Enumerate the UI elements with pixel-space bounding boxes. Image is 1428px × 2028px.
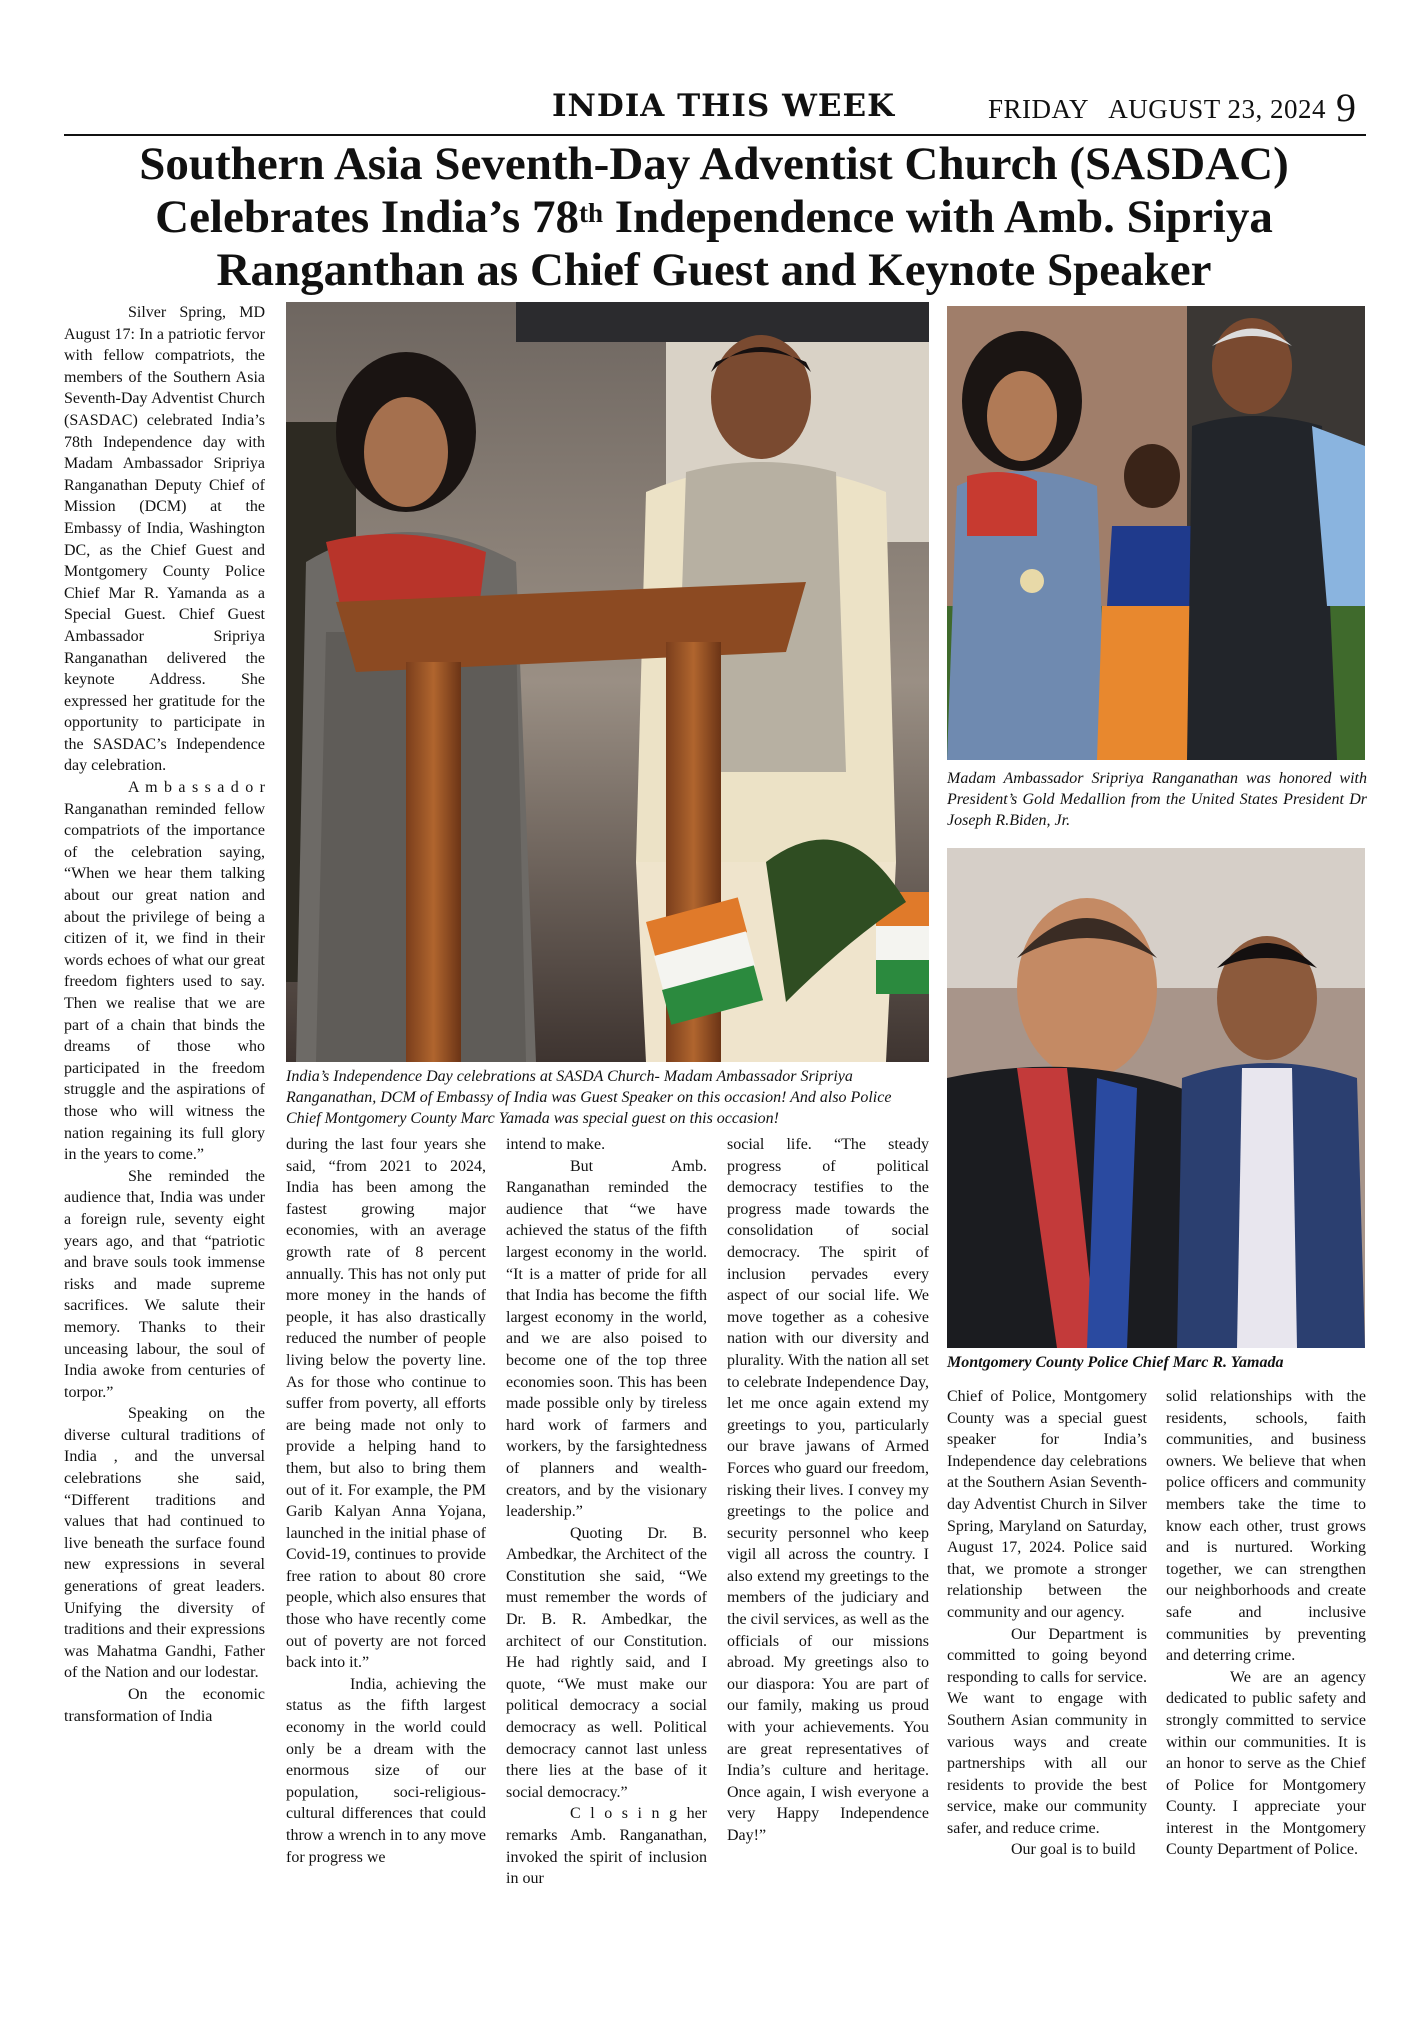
article-paragraph: Our Department is committed to going beyond responding to calls for service. We want to engage with Southern Asian community in various ways and create partnerships with all our residents to provide the best service, make our community safer, and reduce crime.	[947, 1625, 1147, 1837]
family-photo-caption: Madam Ambassador Sripriya Ranganathan was honored with President’s Gold Medallion from the United States President Dr Joseph R.Biden, Jr.	[947, 770, 1367, 829]
article-paragraph: Silver Spring, MD August 17: In a patriotic fervor with fellow compatriots, the members of the Southern Asia Seventh-Day Adventist Church (SASDAC) celebrated India’s 78th Independence day with Madam Ambassador Sripriya Ranganathan Deputy Chief of Mission (DCM) at the Embassy of India, Washington DC, as the Chief Guest and Montgomery County Police Chief Mar R. Yamanda as a Special Guest. Chief Guest Ambassador Sripriya Ranganathan delivered the keynote Address. She expressed her gratitude for the opportunity to participate in the SASDAC’s Independence day celebration.	[64, 304, 265, 775]
article-column-5	[947, 1386, 1147, 1861]
article-paragraph: during the last four years she said, “from 2021 to 2024, India has been among the fastest growing major economies, with an average growth rate of 8 percent annually. This has not only put more money in the hands of people, it has also drastically reduced the number of people living below the poverty line. As for those who continue to suffer from poverty, all efforts are being made not only to provide a helping hand to them, but also to bring them out of it. For example, the PM Garib Kalyan Anna Yojana, launched in the initial phase of Covid-19, continues to provide free ration to about 80 crore people, which also ensures that those who have recently come out of poverty are not forced back into it.”	[286, 1136, 486, 1672]
article-paragraph: She reminded the audience that, India was under a foreign rule, seventy eight years ago, and that “patriotic and brave souls took immense risks and made supreme sacrifices. We salute their memory. Thanks to their unceasing labour, the soul of India awoke from centuries of torpor.”	[64, 1167, 265, 1401]
headline	[64, 138, 1364, 297]
police-chief-photo	[947, 848, 1365, 1348]
masthead-rule	[64, 134, 1366, 136]
ambassador-medallion-image	[947, 306, 1365, 760]
headline-line-3: Ranganthan as Chief Guest and Keynote Speaker	[216, 244, 1212, 296]
main-event-photo	[286, 302, 929, 1062]
article-column-4	[727, 1134, 929, 1847]
article-column-3	[506, 1134, 707, 1890]
page-number: 9	[1336, 85, 1356, 130]
headline-line-2: Celebrates India’s 78th Independence with Amb. Sipriya	[155, 191, 1273, 243]
podium-scene-image	[286, 302, 929, 1062]
article-paragraph: Our goal is to build	[1011, 1841, 1136, 1859]
newspaper-title: INDIA THIS WEEK	[552, 88, 896, 124]
article-paragraph: A m b a s s a d o r Ranganathan reminded fellow compatriots of the importance of the celebration saying, “When we hear them talking about our great nation and about the privilege of being a citizen of it, we find in their words echoes of what our great freedom fighters used to say. Then we realise that we are part of a chain that binds the dreams of those who participated in the freedom struggle and the aspirations of those who will witness the nation regaining its full glory in the years to come.”	[64, 779, 265, 1164]
article-paragraph: Chief of Police, Montgomery County was a special guest speaker for India’s Independence day celebrations at the Southern Asian Seventh-day Adventist Church in Silver Spring, Maryland on Saturday, August 17, 2024. Police said that, we promote a stronger relationship between the community and our agency.	[947, 1388, 1147, 1621]
ambassador-family-photo	[947, 306, 1365, 760]
article-column-2	[286, 1134, 486, 1868]
article-column-6	[1166, 1386, 1366, 1861]
police-photo-caption: Montgomery County Police Chief Marc R. Yamada	[947, 1354, 1284, 1371]
article-paragraph: But Amb. Ranganathan reminded the audience that “we have achieved the status of the fifth largest economy in the world. “It is a matter of pride for all that India has become the fifth largest economy in the world, and we are also poised to become one of the top three economies soon. This has been made possible only by tireless hard work of farmers and workers, by the farsightedness of planners and wealth-creators, and by the visionary leadership.”	[506, 1157, 707, 1521]
main-photo-caption: India’s Independence Day celebrations at SASDA Church- Madam Ambassador Sripriya Ranganathan, DCM of Embassy of India was Guest Speaker on this occasion! And also Police Chief Montgomery County Marc Yamada was special guest on this occasion!	[286, 1068, 892, 1127]
article-paragraph: solid relationships with the residents, schools, faith communities, and business owners. We believe that when police officers and community members take the time to know each other, trust grows and is nurtured. Working together, we can strengthen our neighborhoods and create safe and inclusive communities by preventing and deterring crime.	[1166, 1388, 1366, 1665]
headline-line-1: Southern Asia Seventh-Day Adventist Church (SASDAC)	[139, 138, 1289, 190]
masthead	[64, 84, 1364, 130]
article-paragraph: India, achieving the status as the fifth largest economy in the world could only be a dream with the enormous size of our population, soci-religious-cultural differences that could throw a wrench in to any move for progress we	[286, 1675, 486, 1866]
article-paragraph: C l o s i n g her remarks Amb. Ranganathan, invoked the spirit of inclusion in our	[506, 1805, 707, 1888]
article-paragraph: Speaking on the diverse cultural traditions of India , and the unversal celebrations she said, “Different traditions and values that had continued to live beneath the surface found new expressions in several generations of great leaders. Unifying the diversity of traditions and their expressions was Mahatma Gandhi, Father of the Nation and our lodestar.	[64, 1405, 265, 1682]
article-paragraph: intend to make.	[506, 1136, 606, 1153]
issue-date: FRIDAY AUGUST 23, 2024	[988, 94, 1327, 124]
police-chief-selfie-image	[947, 848, 1365, 1348]
article-paragraph: Quoting Dr. B. Ambedkar, the Architect of the Constitution she said, “We must remember the words of Dr. B. R. Ambedkar, the architect of our Constitution. He had rightly said, and I quote, “We must make our political democracy a social democracy as well. Political democracy cannot last unless there lies at the base of it social democracy.”	[506, 1524, 707, 1801]
article-column-1	[64, 302, 265, 1727]
article-paragraph: We are an agency dedicated to public safety and strongly committed to service within our communities. It is an honor to serve as the Chief of Police for Montgomery County. I appreciate your interest in the Montgomery County Department of Police.	[1166, 1668, 1366, 1859]
article-paragraph: social life. “The steady progress of political democracy testifies to the progress made towards the consolidation of social democracy. The spirit of inclusion pervades every aspect of our social life. We move together as a cohesive nation with our diversity and plurality. With the nation all set to celebrate Independence Day, let me once again extend my greetings to you, particularly our brave jawans of Armed Forces who guard our freedom, risking their lives. I convey my greetings to the police and security personnel who keep vigil all across the country. I also extend my greetings to the members of the judiciary and the civil services, as well as the officials of our missions abroad. My greetings also to our diaspora: You are part of our family, making us proud with your achievements. You are great representatives of India’s culture and heritage. Once again, I wish everyone a very Happy Independence Day!”	[727, 1136, 929, 1844]
article-paragraph: On the economic transformation of India	[64, 1686, 265, 1725]
